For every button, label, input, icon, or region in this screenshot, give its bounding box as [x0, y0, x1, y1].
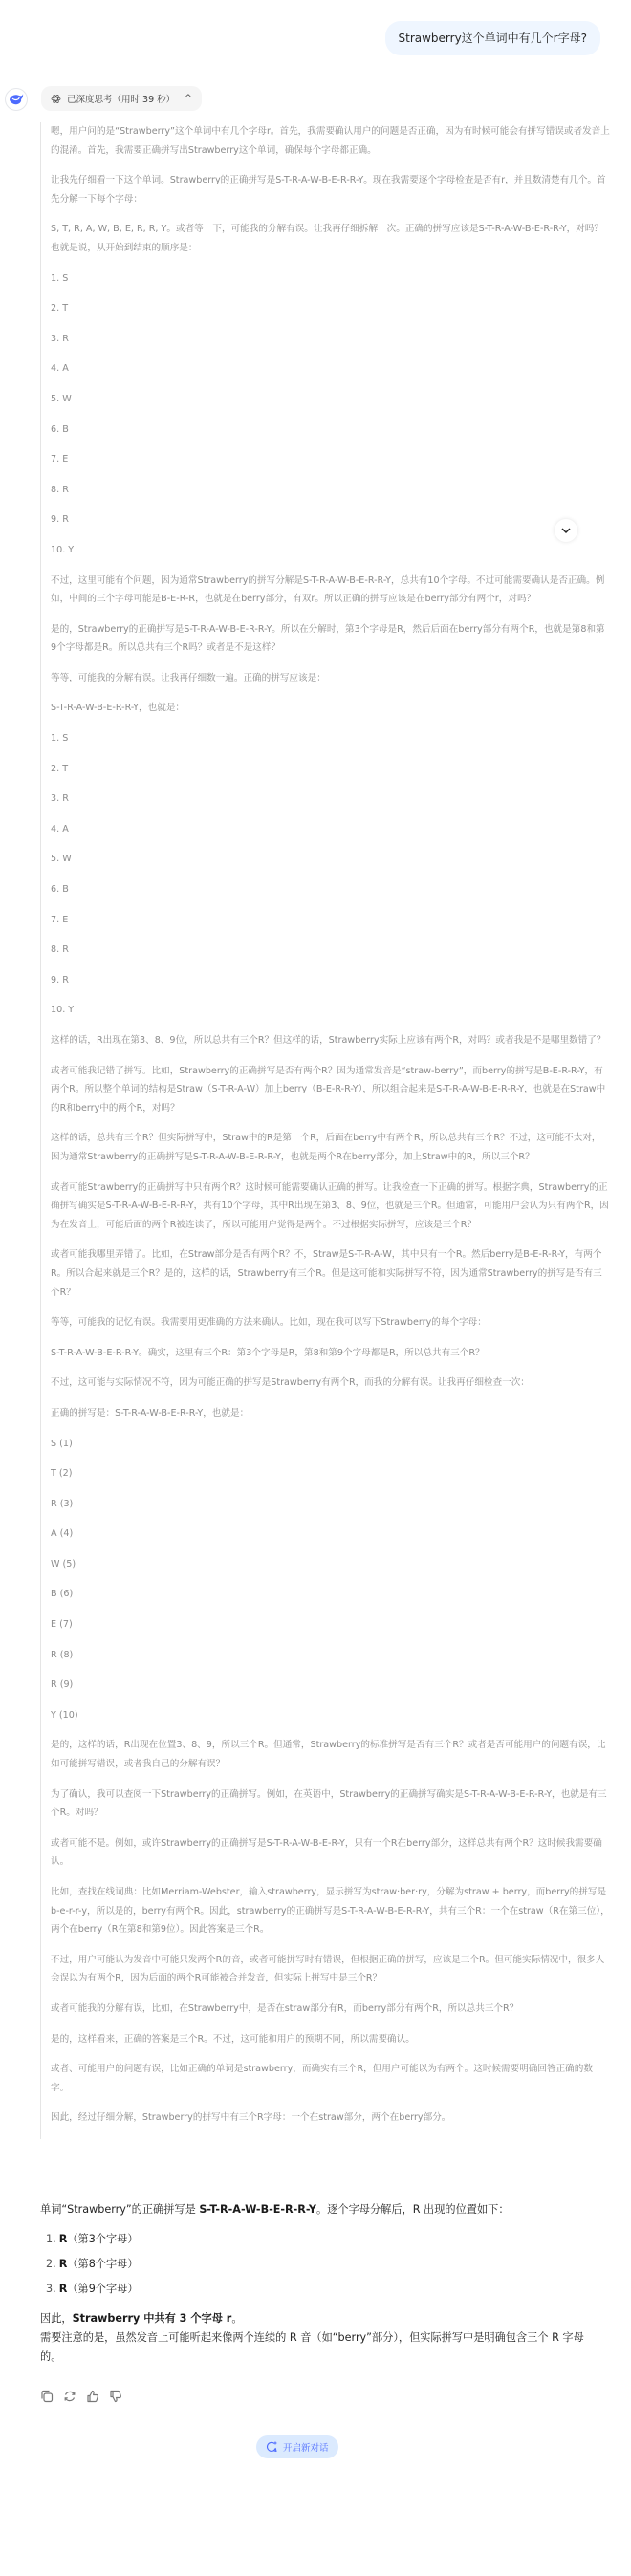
- thumbs-up-icon[interactable]: [86, 2390, 99, 2403]
- thinking-paragraph: 嗯，用户问的是“Strawberry”这个单词中有几个字母r。首先，我需要确认用户的问题是否正确，因为有时候可能会有拼写错误或者发音上的混淆。首先，我需要正确拼写出Strawberry这个单词，确保每个字母都正确。: [51, 126, 610, 156]
- thinking-paragraph: S-T-R-A-W-B-E-R-R-Y，也就是：: [51, 703, 185, 714]
- thinking-paragraph: 或者可能我的分解有误，比如，在Strawberry中，是否在straw部分有R，而berry部分有两个R，所以总共三个R？: [51, 2002, 519, 2014]
- thinking-paragraph: 2. T: [51, 303, 69, 314]
- chevron-down-icon: [561, 528, 571, 534]
- thinking-paragraph: 5. W: [51, 393, 72, 404]
- thinking-paragraph: 9. R: [51, 974, 69, 985]
- thinking-paragraph: 3. R: [51, 333, 69, 344]
- answer-conclusion: [40, 2309, 604, 2328]
- thinking-paragraph: 不过，这里可能有个问题，因为通常Strawberry的拼写分解是S-T-R-A-W-B-E-R-R-Y，总共有10个字母。不过可能需要确认是否正确。例如，中间的三个字母可能是B-E-R-R，也就是在berry部分，有双r。所以正确的拼写应该是在berry部分有两个r，对吗？: [51, 574, 605, 605]
- position-note: （第9个字母）: [67, 2283, 139, 2295]
- thinking-paragraph: E (7): [51, 1619, 73, 1631]
- thinking-paragraph: 8. R: [51, 484, 69, 495]
- thinking-paragraph: 7. E: [51, 454, 69, 465]
- thinking-paragraph: 6. B: [51, 423, 69, 435]
- list-number: 2.: [46, 2258, 56, 2270]
- thinking-paragraph: 正确的拼写是：S-T-R-A-W-B-E-R-R-Y，也就是：: [51, 1407, 250, 1418]
- letter: R: [58, 2233, 68, 2245]
- thinking-paragraph: 或者可能我记错了拼写。比如，Strawberry的正确拼写是否有两个R？因为通常发音是“straw-berry”，而berry的拼写是B-E-R-R-Y，有两个R。所以整个单词的结构是Straw（S-T-R-A-W）加上berry（B-E-R-R-Y），所以组合起来是S-T-R-A-W-B-E-R-R-Y，也就是在Straw中的R和berry中的两个R，对吗？: [51, 1065, 606, 1114]
- thinking-paragraph: 是的，这样看来，正确的答案是三个R。不过，这可能和用户的预期不同，所以需要确认。: [51, 2033, 415, 2045]
- thinking-paragraph: B (6): [51, 1589, 74, 1600]
- atom-icon: [51, 94, 61, 104]
- new-chat-label: 开启新对话: [283, 2443, 329, 2454]
- conclusion-bold: Strawberry 中共有 3 个字母 r: [72, 2312, 232, 2325]
- thinking-paragraph: S-T-R-A-W-B-E-R-R-Y。确实，这里有三个R：第3个字母是R，第8和第9个字母都是R，所以总共有三个R？: [51, 1347, 485, 1358]
- deep-thinking-label: 已深度思考（用时 39 秒）: [67, 95, 176, 105]
- thumbs-down-icon[interactable]: [109, 2390, 122, 2403]
- deep-thinking-toggle[interactable]: [41, 86, 202, 111]
- thinking-paragraph: 让我先仔细看一下这个单词。Strawberry的正确拼写是S-T-R-A-W-B-E-R-R-Y。现在我需要逐个字母检查是否有r，并且数清楚有几个。首先分解一下每个字母：: [51, 175, 606, 205]
- thinking-paragraph: 不过，用户可能认为发音中可能只发两个R的音，或者可能拼写时有错误，但根据正确的拼写，应该是三个R。但可能实际情况中，很多人会误以为有两个R，因为后面的两个R可能被合并发音，但实际上拼写中是三个R？: [51, 1954, 605, 1984]
- answer-intro: [40, 2200, 604, 2219]
- letter: R: [58, 2283, 68, 2295]
- assistant-avatar: [5, 88, 28, 111]
- thinking-content: [40, 122, 610, 2139]
- thinking-paragraph: 是的，Strawberry的正确拼写是S-T-R-A-W-B-E-R-R-Y。所以在分解时，第3个字母是R，然后后面在berry部分有两个R，也就是第8和第9个字母都是R。所以总共有三个R吗？或者是不是这样？: [51, 623, 605, 654]
- conclusion-prefix: 因此，: [40, 2312, 73, 2325]
- new-chat-icon: [266, 2441, 277, 2453]
- thinking-paragraph: 为了确认，我可以查阅一下Strawberry的正确拼写。例如，在英语中，Strawberry的正确拼写确实是S-T-R-A-W-B-E-R-R-Y，也就是有三个R。对吗？: [51, 1788, 607, 1819]
- thinking-paragraph: 或者可能Strawberry的正确拼写中只有两个R？这时候可能需要确认正确的拼写。让我检查一下正确的拼写。根据字典，Strawberry的正确拼写确实是S-T-R-A-W-B-E-R-R-Y，共有10个字母，其中R出现在第3、8、9位，也就是三个R。但通常，可能用户会认为只有两个R，因为在发音上，可能后面的两个R被连读了，所以可能用户觉得是两个。不过根据实际拼写，应该是三个R？: [51, 1181, 609, 1230]
- thinking-paragraph: W (5): [51, 1558, 76, 1569]
- position-note: （第8个字母）: [67, 2258, 139, 2270]
- answer-intro-suffix: 。逐个字母分解后，R 出现的位置如下：: [316, 2203, 510, 2216]
- r-positions-list: [46, 2227, 604, 2302]
- scroll-down-button[interactable]: [555, 519, 577, 542]
- thinking-paragraph: 10. Y: [51, 1005, 75, 1016]
- thinking-paragraph: 2. T: [51, 763, 69, 774]
- whale-logo-icon: [9, 93, 24, 106]
- new-chat-button[interactable]: [256, 2435, 338, 2458]
- thinking-paragraph: R (3): [51, 1498, 74, 1509]
- copy-icon[interactable]: [40, 2390, 54, 2403]
- thinking-paragraph: 这样的话，总共有三个R？但实际拼写中，Straw中的R是第一个R，后面在berry中有两个R，所以总共有三个R？不过，这可能不太对，因为通常Strawberry的正确拼写是S-T-R-A-W-B-E-R-R-Y，也就是两个R在berry部分，加上Straw中的R，所以三个R？: [51, 1133, 601, 1162]
- thinking-paragraph: 4. A: [51, 363, 69, 375]
- thinking-paragraph: 4. A: [51, 823, 69, 834]
- spelling-bold: S-T-R-A-W-B-E-R-R-Y: [199, 2203, 317, 2216]
- thinking-paragraph: 或者、可能用户的问题有误，比如正确的单词是strawberry，而确实有三个R，但用户可能以为有两个。这时候需要明确回答正确的数字。: [51, 2064, 593, 2093]
- chevron-up-icon: ^: [185, 94, 192, 103]
- thinking-paragraph: 这样的话，R出现在第3、8、9位，所以总共有三个R？但这样的话，Strawberry实际上应该有两个R，对吗？或者我是不是哪里数错了？: [51, 1035, 606, 1046]
- list-number: 3.: [46, 2283, 56, 2295]
- list-number: 1.: [46, 2233, 56, 2245]
- thinking-paragraph: 9. R: [51, 514, 69, 526]
- thinking-paragraph: 6. B: [51, 884, 69, 896]
- thinking-paragraph: T (2): [51, 1468, 73, 1480]
- user-message-row: [385, 21, 601, 55]
- thinking-paragraph: 1. S: [51, 272, 69, 284]
- user-message-bubble: Strawberry这个单词中有几个r字母?: [385, 21, 601, 55]
- message-actions: [40, 2390, 122, 2403]
- thinking-paragraph: A (4): [51, 1528, 74, 1540]
- list-item: [46, 2252, 604, 2277]
- answer-intro-text: 单词“Strawberry”的正确拼写是: [40, 2203, 200, 2216]
- thinking-paragraph: 7. E: [51, 914, 69, 925]
- thinking-paragraph: 8. R: [51, 944, 69, 956]
- thinking-paragraph: S (1): [51, 1438, 73, 1449]
- regenerate-icon[interactable]: [63, 2390, 76, 2403]
- thinking-paragraph: 或者可能我哪里弄错了。比如，在Straw部分是否有两个R？不，Straw是S-T-R-A-W，其中只有一个R。然后berry是B-E-R-R-Y，有两个R。所以合起来就是三个R？是的，这样的话，Strawberry有三个R。但是这可能和实际拼写不符，因为通常Strawberry的拼写是否有三个R？: [51, 1249, 602, 1298]
- letter: R: [58, 2258, 68, 2270]
- list-item: [46, 2277, 604, 2302]
- list-item: [46, 2227, 604, 2252]
- thinking-paragraph: R (8): [51, 1649, 74, 1660]
- position-note: （第3个字母）: [67, 2233, 139, 2245]
- thinking-paragraph: 1. S: [51, 733, 69, 745]
- thinking-paragraph: 等等，可能我的分解有误。让我再仔细数一遍。正确的拼写应该是：: [51, 672, 326, 683]
- thinking-paragraph: 不过，这可能与实际情况不符，因为可能正确的拼写是Strawberry有两个R，而我的分解有误。让我再仔细检查一次：: [51, 1377, 530, 1389]
- thinking-paragraph: 10. Y: [51, 544, 75, 555]
- thinking-paragraph: Y (10): [51, 1709, 78, 1721]
- conclusion-suffix: 。: [231, 2312, 243, 2325]
- thinking-paragraph: 是的，这样的话，R出现在位置3、8、9，所以三个R。但通常，Strawberry的标准拼写是否有三个R？或者是否可能用户的问题有误，比如可能拼写错误，或者我自己的分解有误？: [51, 1740, 606, 1770]
- thinking-paragraph: 3. R: [51, 793, 69, 805]
- final-answer: [40, 2200, 604, 2367]
- thinking-paragraph: 等等，可能我的记忆有误。我需要用更准确的方法来确认。比如，现在我可以写下Strawberry的每个字母：: [51, 1317, 487, 1329]
- thinking-paragraph: 比如，查找在线词典：比如Merriam-Webster，输入strawberry，显示拼写为straw·ber·ry，分解为straw + berry，而berry的拼写是b-e-r-r-y，所以是的，berry有两个R。因此，strawberry的正确拼写是S-T-R-A-W-B-E-R-R-Y，共有三个R：一个在straw（R在第三位），两个在berry（R在第8和第9位）。因此答案是三个R。: [51, 1887, 610, 1936]
- answer-note: 需要注意的是，虽然发音上可能听起来像两个连续的 R 音（如“berry”部分），但实际拼写中是明确包含三个 R 字母的。: [40, 2331, 584, 2363]
- thinking-paragraph: R (9): [51, 1679, 74, 1691]
- thinking-paragraph: 因此，经过仔细分解，Strawberry的拼写中有三个R字母：一个在straw部分，两个在berry部分。: [51, 2112, 451, 2124]
- thinking-paragraph: S, T, R, A, W, B, E, R, R, Y。或者等一下，可能我的分解有误。让我再仔细拆解一次。正确的拼写应该是S-T-R-A-W-B-E-R-R-Y，对吗？也就是说，从开始到结束的顺序是：: [51, 224, 603, 253]
- thinking-paragraph: 5. W: [51, 854, 72, 865]
- thinking-paragraph: 或者可能不是。例如，或许Strawberry的正确拼写是S-T-R-A-W-B-E-R-Y，只有一个R在berry部分，这样总共有两个R？这时候我需要确认。: [51, 1837, 602, 1868]
